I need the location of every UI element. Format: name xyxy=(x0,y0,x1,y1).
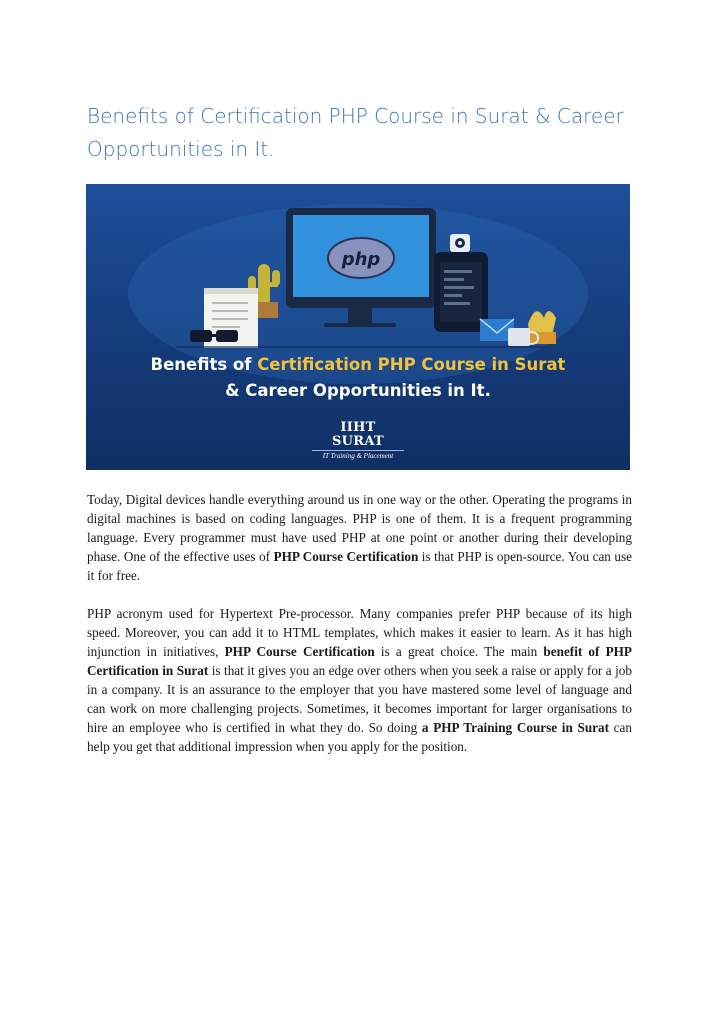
paragraph-text: Today, Digital devices handle everything around us in one way or the other. Operating the programs in digital machines is based on coding languages. PHP is one of them. It is a frequent programming language. Every programmer must have used PHP at one point or another during their developing phase. One of the effective uses of xyxy=(87,492,632,564)
logo-tagline: IT Training & Placement xyxy=(312,450,404,461)
bold-phrase: benefit of PHP Certification in Surat xyxy=(87,644,632,678)
paragraph-text: PHP acronym used for Hypertext Pre-processor. Many companies prefer PHP because of its high speed. Moreover, you can add it to HTML templates, which makes it easier to learn. As it has high injunction in initiatives, xyxy=(87,606,632,659)
paragraph-intro xyxy=(87,490,632,585)
hero-banner xyxy=(86,184,630,470)
paragraph-text: is that it gives you an edge over others when you seek a raise or apply for a job in a company. It is an assurance to the employer that you have mastered some level of language and can work on more challenging projects. Sometimes, it becomes important for larger organisations to hire an employee who is certified in what they do. So doing xyxy=(87,663,632,735)
php-logo-text: php xyxy=(341,249,381,270)
page-title: Benefits of Certification PHP Course in Surat & Career Opportunities in It. xyxy=(87,104,624,161)
logo-name: IIHT SURAT xyxy=(331,420,385,449)
banner-headline-line2: & Career Opportunities in It. xyxy=(225,381,491,400)
phone-icon xyxy=(434,252,488,332)
iiht-logo xyxy=(312,421,404,461)
bold-phrase: a PHP Training Course in Surat xyxy=(421,720,609,735)
banner-headline-highlight: Certification PHP Course in Surat xyxy=(257,355,566,374)
banner-headline-prefix: Benefits of xyxy=(150,355,258,374)
paragraph-text: can help you get that additional impression when you apply for the position. xyxy=(87,720,632,754)
gear-icon xyxy=(450,234,470,252)
article-body xyxy=(87,490,632,756)
bold-phrase: PHP Course Certification xyxy=(224,644,375,659)
plant-icon xyxy=(528,311,556,344)
paragraph-text: is a great choice. The main xyxy=(374,644,544,659)
paragraph-text: is that PHP is open-source. You can use it for free. xyxy=(87,549,632,583)
bold-phrase: PHP Course Certification xyxy=(273,549,419,564)
paragraph-benefits xyxy=(87,604,632,756)
banner-headline xyxy=(86,352,630,404)
